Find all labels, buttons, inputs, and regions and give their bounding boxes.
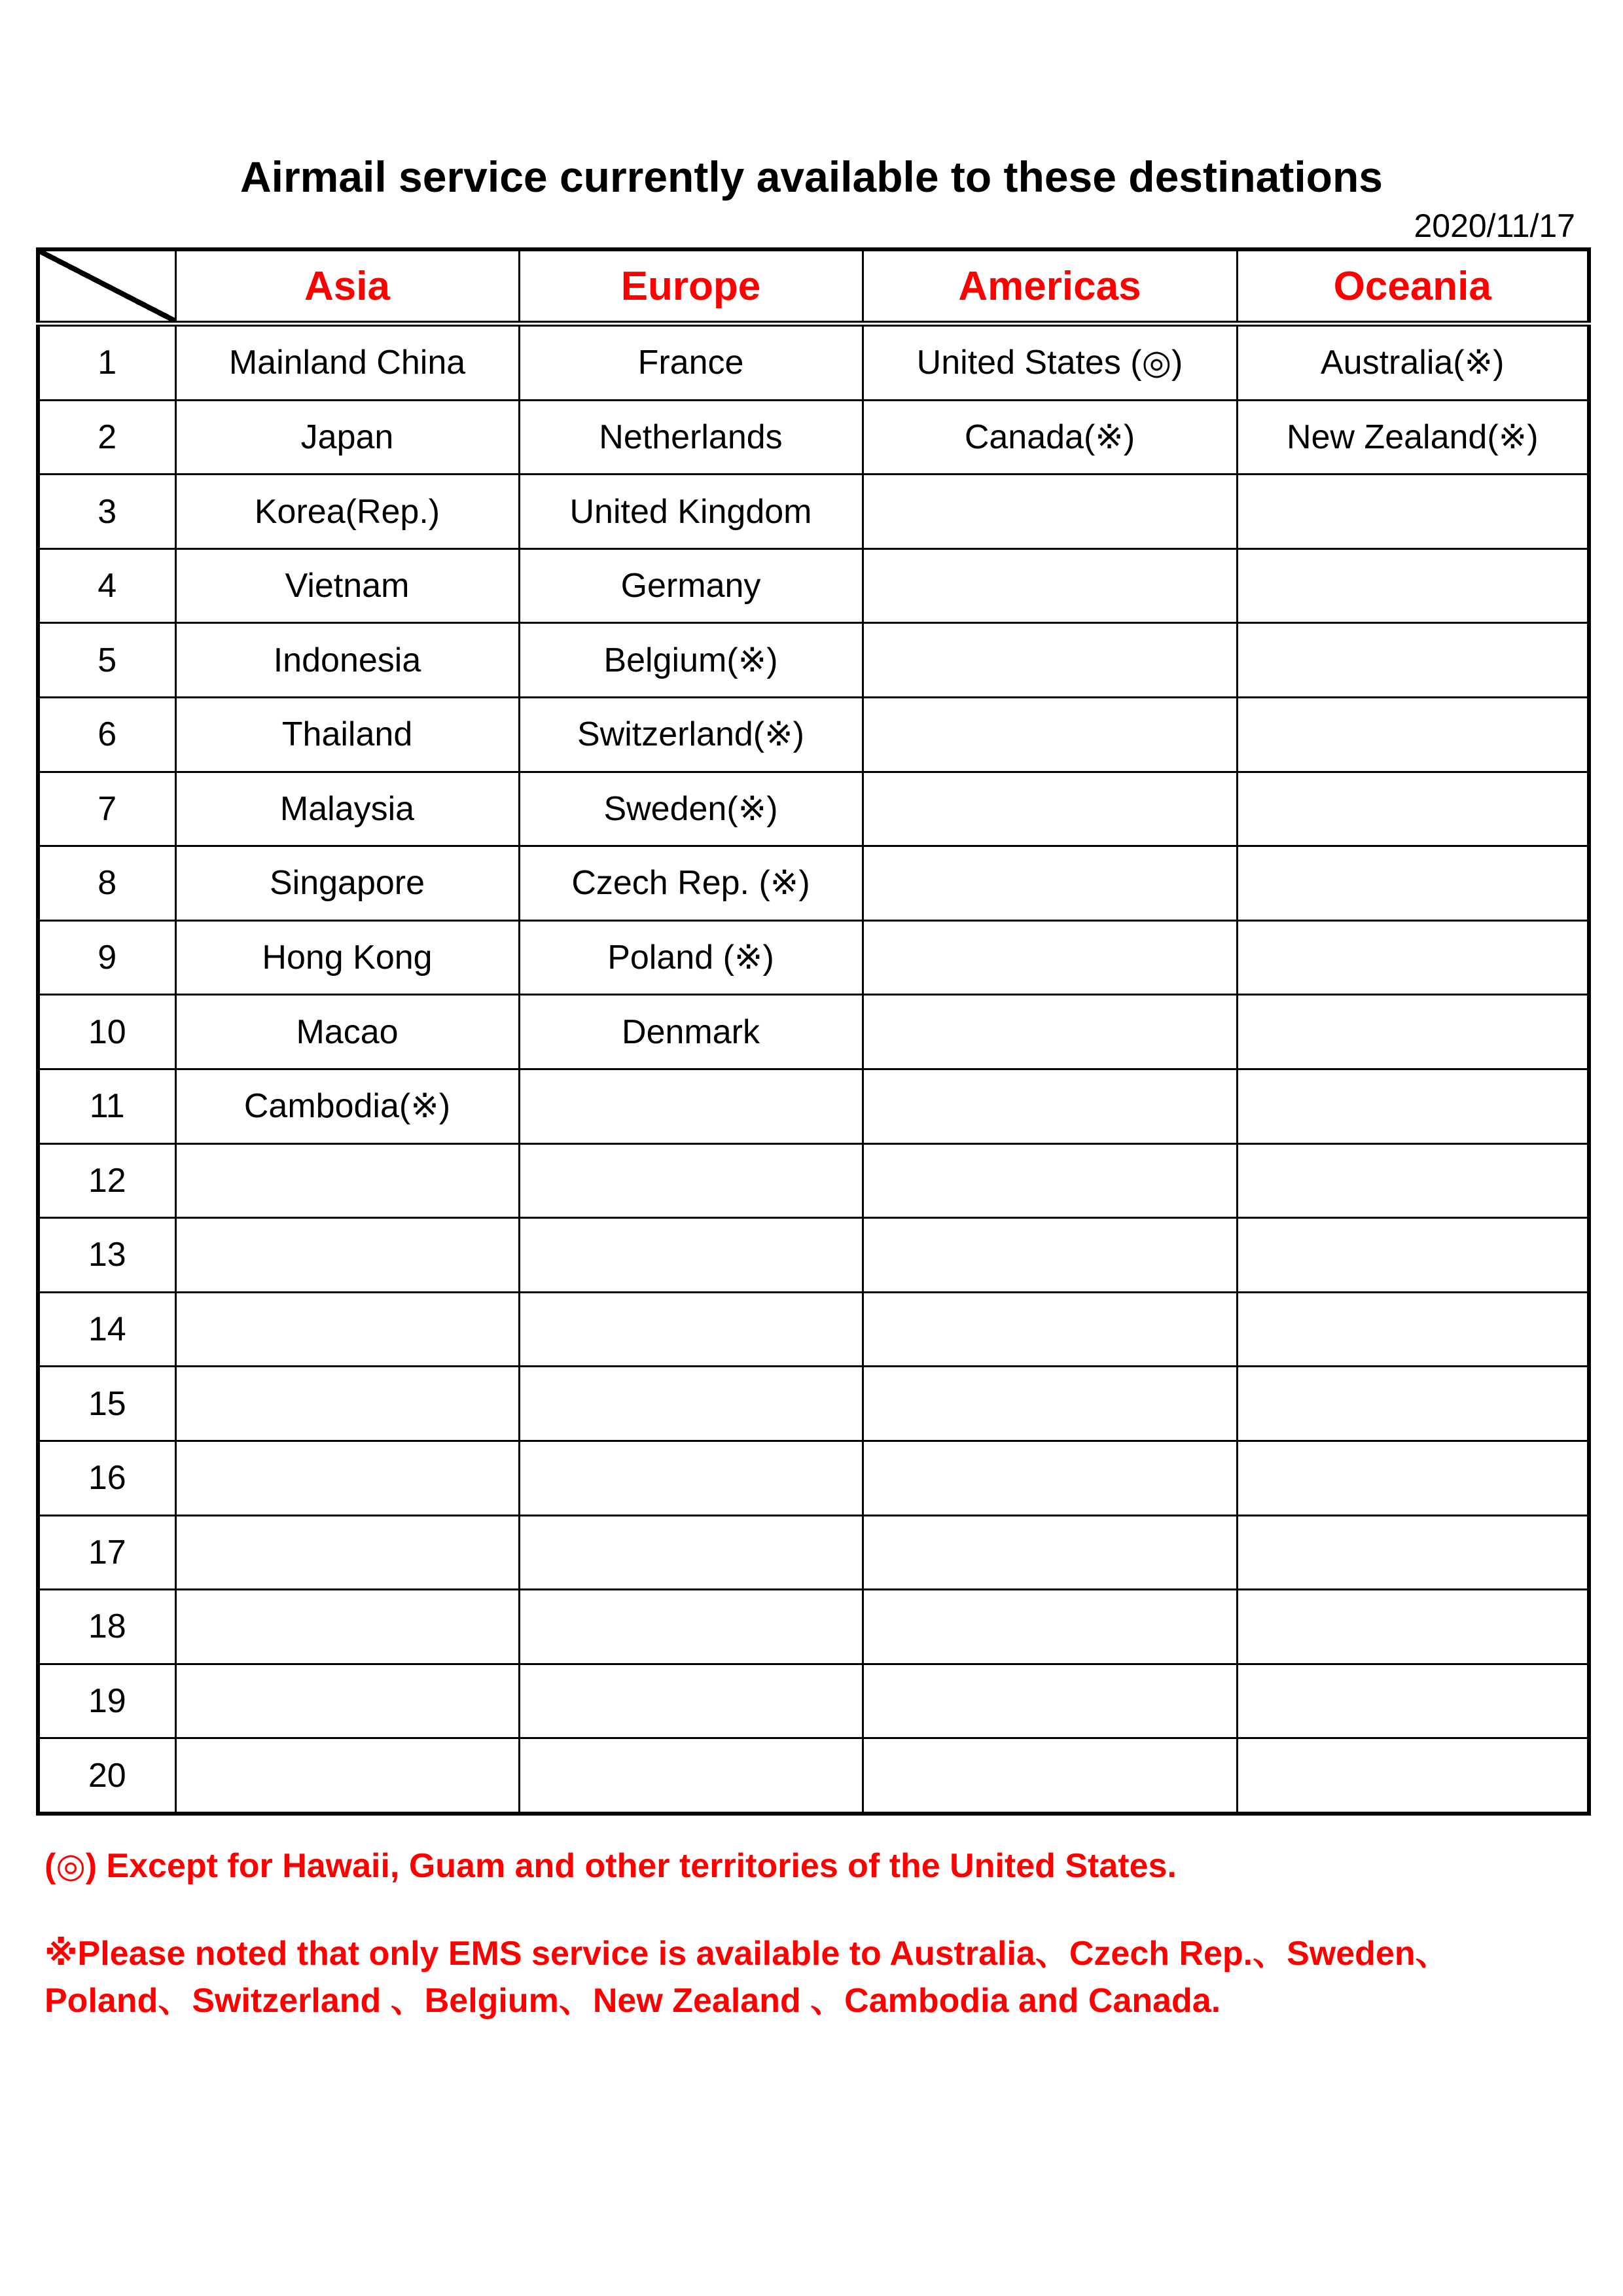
table-row — [38, 1069, 1589, 1143]
cell-americas — [863, 1738, 1237, 1814]
row-number: 19 — [38, 1664, 175, 1738]
table-row — [38, 697, 1589, 772]
cell-asia: Mainland China — [175, 324, 519, 401]
row-number: 8 — [38, 846, 175, 921]
row-number: 1 — [38, 324, 175, 401]
row-number: 7 — [38, 772, 175, 846]
cell-asia — [175, 1218, 519, 1293]
cell-oceania — [1237, 772, 1589, 846]
cell-asia: Hong Kong — [175, 920, 519, 995]
cell-oceania — [1237, 1292, 1589, 1367]
cell-asia — [175, 1143, 519, 1218]
table-row — [38, 324, 1589, 401]
cell-americas — [863, 846, 1237, 921]
table-row — [38, 400, 1589, 475]
cell-europe: Netherlands — [519, 400, 863, 475]
cell-asia: Vietnam — [175, 548, 519, 623]
cell-europe: United Kingdom — [519, 475, 863, 549]
table-row — [38, 623, 1589, 698]
cell-oceania: Australia(※) — [1237, 324, 1589, 401]
table-row — [38, 1664, 1589, 1738]
row-number: 18 — [38, 1590, 175, 1664]
cell-europe — [519, 1664, 863, 1738]
cell-americas — [863, 1218, 1237, 1293]
row-number: 20 — [38, 1738, 175, 1814]
cell-europe: Czech Rep. (※) — [519, 846, 863, 921]
cell-oceania — [1237, 1069, 1589, 1143]
cell-europe — [519, 1441, 863, 1515]
table-row — [38, 1143, 1589, 1218]
cell-asia — [175, 1515, 519, 1590]
cell-oceania — [1237, 995, 1589, 1069]
table-row — [38, 1218, 1589, 1293]
row-number: 3 — [38, 475, 175, 549]
cell-europe — [519, 1515, 863, 1590]
destinations-table — [36, 247, 1591, 1816]
cell-asia: Thailand — [175, 697, 519, 772]
cell-americas — [863, 1143, 1237, 1218]
table-row — [38, 1367, 1589, 1441]
cell-europe — [519, 1292, 863, 1367]
row-number: 11 — [38, 1069, 175, 1143]
cell-americas — [863, 1441, 1237, 1515]
cell-oceania — [1237, 920, 1589, 995]
header-europe: Europe — [519, 249, 863, 324]
cell-europe: Sweden(※) — [519, 772, 863, 846]
table-row — [38, 1738, 1589, 1814]
row-number: 13 — [38, 1218, 175, 1293]
row-number: 6 — [38, 697, 175, 772]
cell-oceania — [1237, 1441, 1589, 1515]
cell-oceania — [1237, 1218, 1589, 1293]
cell-oceania — [1237, 1367, 1589, 1441]
cell-oceania — [1237, 1515, 1589, 1590]
cell-asia: Japan — [175, 400, 519, 475]
cell-oceania — [1237, 846, 1589, 921]
cell-asia — [175, 1292, 519, 1367]
cell-oceania — [1237, 1664, 1589, 1738]
cell-oceania — [1237, 623, 1589, 698]
cell-asia — [175, 1367, 519, 1441]
cell-oceania — [1237, 1590, 1589, 1664]
cell-americas — [863, 920, 1237, 995]
row-number: 5 — [38, 623, 175, 698]
cell-asia: Macao — [175, 995, 519, 1069]
row-number: 9 — [38, 920, 175, 995]
header-asia: Asia — [175, 249, 519, 324]
cell-europe — [519, 1738, 863, 1814]
row-number: 2 — [38, 400, 175, 475]
row-number: 17 — [38, 1515, 175, 1590]
cell-oceania — [1237, 697, 1589, 772]
table-row — [38, 846, 1589, 921]
cell-asia: Indonesia — [175, 623, 519, 698]
row-number: 4 — [38, 548, 175, 623]
table-header-row — [38, 249, 1589, 324]
table-row — [38, 475, 1589, 549]
cell-americas: United States (◎) — [863, 324, 1237, 401]
table-row — [38, 1441, 1589, 1515]
header-americas: Americas — [863, 249, 1237, 324]
cell-oceania — [1237, 1143, 1589, 1218]
table-row — [38, 1292, 1589, 1367]
cell-europe: Germany — [519, 548, 863, 623]
cell-oceania: New Zealand(※) — [1237, 400, 1589, 475]
cell-americas — [863, 1069, 1237, 1143]
cell-europe — [519, 1143, 863, 1218]
document-date: 2020/11/17 — [1414, 207, 1575, 244]
cell-asia: Korea(Rep.) — [175, 475, 519, 549]
cell-europe — [519, 1069, 863, 1143]
note-ems-only: ※Please noted that only EMS service is available to Australia、Czech Rep.、Sweden、 Poland、Switzerland 、Belgium、New Zealand 、Cambodia and Canada. — [45, 1935, 1450, 2020]
cell-europe — [519, 1367, 863, 1441]
cell-americas — [863, 1515, 1237, 1590]
cell-europe: Poland (※) — [519, 920, 863, 995]
row-number: 10 — [38, 995, 175, 1069]
table-row — [38, 1515, 1589, 1590]
row-number: 15 — [38, 1367, 175, 1441]
cell-asia — [175, 1441, 519, 1515]
cell-americas — [863, 995, 1237, 1069]
notes — [45, 1842, 1596, 2024]
cell-americas — [863, 1664, 1237, 1738]
row-number: 14 — [38, 1292, 175, 1367]
table-row — [38, 920, 1589, 995]
cell-europe: Belgium(※) — [519, 623, 863, 698]
table-row — [38, 1590, 1589, 1664]
cell-americas — [863, 1590, 1237, 1664]
table-row — [38, 995, 1589, 1069]
cell-europe: Denmark — [519, 995, 863, 1069]
cell-americas: Canada(※) — [863, 400, 1237, 475]
cell-asia: Malaysia — [175, 772, 519, 846]
cell-europe — [519, 1590, 863, 1664]
cell-asia: Singapore — [175, 846, 519, 921]
corner-cell — [38, 249, 175, 324]
cell-europe: France — [519, 324, 863, 401]
header-oceania: Oceania — [1237, 249, 1589, 324]
cell-americas — [863, 772, 1237, 846]
row-number: 16 — [38, 1441, 175, 1515]
row-number: 12 — [38, 1143, 175, 1218]
cell-europe: Switzerland(※) — [519, 697, 863, 772]
cell-americas — [863, 697, 1237, 772]
cell-oceania — [1237, 1738, 1589, 1814]
table-row — [38, 548, 1589, 623]
cell-asia: Cambodia(※) — [175, 1069, 519, 1143]
cell-oceania — [1237, 475, 1589, 549]
cell-americas — [863, 475, 1237, 549]
cell-asia — [175, 1738, 519, 1814]
cell-americas — [863, 1292, 1237, 1367]
cell-asia — [175, 1664, 519, 1738]
cell-americas — [863, 548, 1237, 623]
page-title: Airmail service currently available to these destinations — [240, 152, 1383, 201]
cell-americas — [863, 623, 1237, 698]
cell-europe — [519, 1218, 863, 1293]
cell-oceania — [1237, 548, 1589, 623]
note-us-territories: (◎) Except for Hawaii, Guam and other territories of the United States. — [45, 1847, 1177, 1885]
table-row — [38, 772, 1589, 846]
cell-americas — [863, 1367, 1237, 1441]
cell-asia — [175, 1590, 519, 1664]
